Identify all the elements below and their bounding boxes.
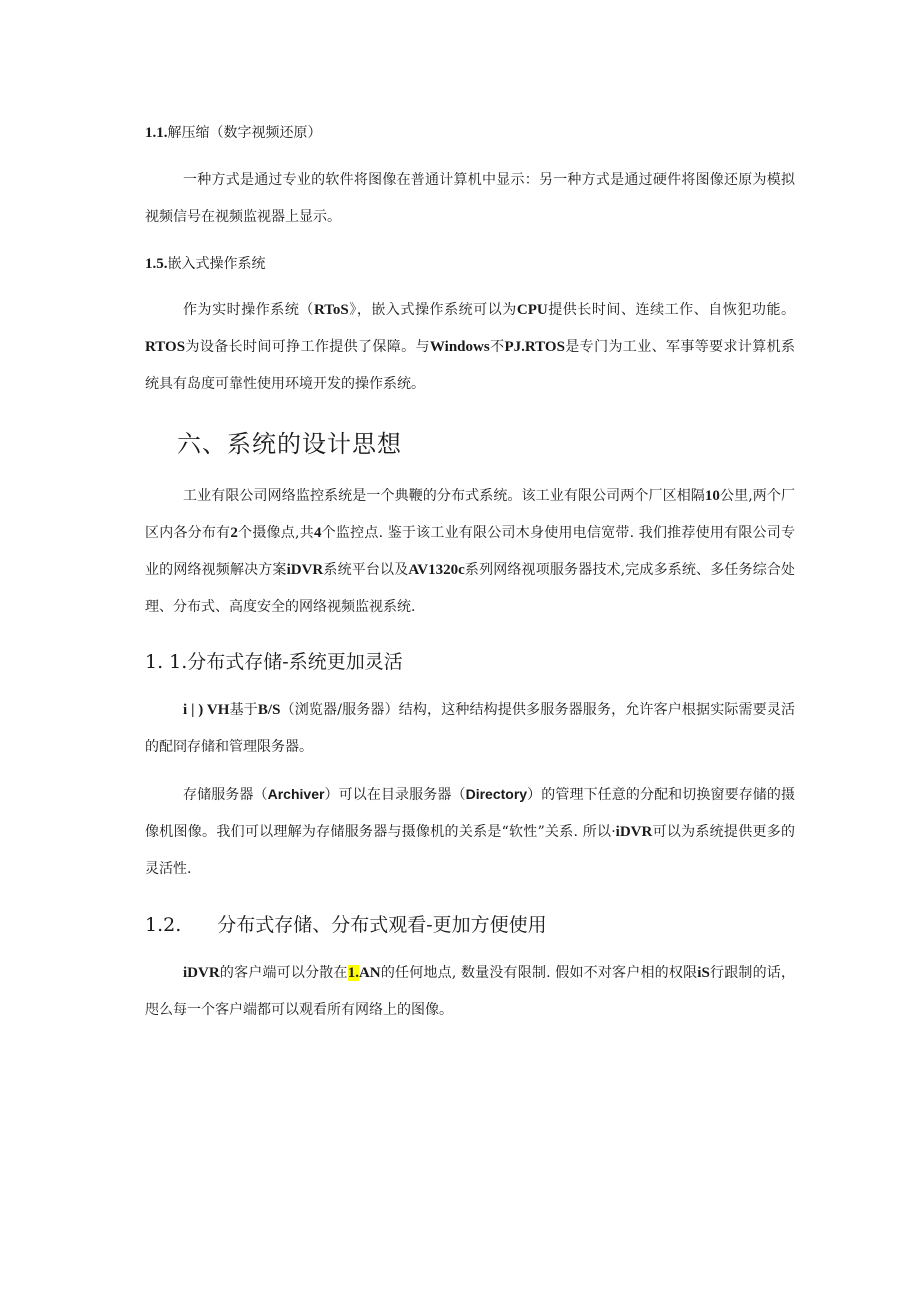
bold-run: iDVR — [615, 824, 653, 840]
chapter-heading: 六、系统的设计思想 — [177, 430, 402, 458]
section-title: 解压缩（数字视频还原） — [167, 125, 322, 141]
section-number: 1.1. — [145, 125, 168, 141]
paragraph-text — [145, 776, 795, 888]
text-run: 存储服务器（ — [183, 787, 268, 803]
text-run: 作为实时操作系统（ — [183, 302, 314, 318]
bold-run: AV1320c — [408, 562, 465, 578]
bold-run: iDVR — [183, 965, 220, 981]
bold-run: CPU — [516, 302, 548, 318]
text-run: 不 — [489, 339, 505, 355]
section-heading-1-5 — [145, 254, 266, 274]
bold-run: B/S — [257, 702, 281, 718]
paragraph-text — [145, 478, 795, 626]
text-run: 的客户端可以分散在 — [219, 965, 348, 981]
bold-run: i | ) VH — [183, 702, 230, 718]
bold-run: Archiver — [267, 786, 325, 802]
paragraph-1-1 — [145, 162, 795, 236]
text-run: 行跟制的话，咫么每一个客户端都可以观看所有网络上的图像。 — [145, 965, 796, 1018]
section-heading-1-1 — [145, 123, 322, 143]
section-heading-6-2 — [145, 911, 547, 939]
text-run: 基于 — [229, 702, 258, 718]
bold-run: iDVR — [286, 562, 324, 578]
text-run: 公里,两个厂区内各分布有 — [145, 488, 796, 541]
text-run: 为设备长时间可挣工作提供了保障。与 — [185, 339, 430, 355]
bold-run: RTOS — [145, 339, 186, 355]
bold-run: RToS — [313, 302, 349, 318]
text-run: 》，嵌入式操作系统可以为 — [348, 302, 517, 318]
section-number: 1.2. — [145, 914, 182, 936]
section-title: 分布式存储、分布式观看-更加方便使用 — [217, 914, 547, 936]
bold-run: PJ.RTOS — [504, 339, 565, 355]
paragraph-text: 一种方式是通过专业的软件将图像在普通计算机中显示：另一种方式是通过硬件将图像还原为模拟视频信号在视频监视器上显示。 — [145, 172, 795, 225]
paragraph-6-2 — [145, 955, 795, 1029]
highlighted-run: 1. — [347, 965, 359, 981]
bold-run: 10 — [704, 488, 720, 504]
text-run: ）可以在目录服务器（ — [324, 787, 466, 803]
bold-run: 2 — [230, 525, 238, 541]
text-run: 个摄像点,共 — [237, 525, 314, 541]
text-run: 系列网络视项服务器技术,完成多系统、多任务综合处理、分布式、高度安全的网络视频监视系统. — [145, 562, 796, 615]
paragraph-text — [145, 692, 795, 766]
bold-run: AN — [358, 965, 381, 981]
text-run: 个监控点. 鉴于该工业有限公司木身使用电信宽带. 我们推荐使用有限公司专业的网络视频解决方案 — [145, 525, 796, 578]
paragraph-6-1-b — [145, 776, 795, 888]
section-heading-6-1: 1. 1.分布式存储-系统更加灵活 — [145, 651, 403, 673]
paragraph-1-5 — [145, 292, 795, 403]
text-run: 的任何地点, 数量没有限制. 假如不对客户相的权限 — [380, 965, 698, 981]
text-run: 提供长时间、连续工作、自恢犯功能。 — [547, 302, 796, 318]
text-run: 可以为系统提供更多的灵活性. — [145, 824, 795, 877]
paragraph-6-1-a — [145, 692, 795, 766]
text-run: 系统平台以及 — [323, 562, 409, 578]
bold-run: Directory — [465, 786, 528, 802]
bold-run: 4 — [313, 525, 322, 541]
bold-run: Windows — [429, 339, 490, 355]
section-title: 嵌入式操作系统 — [167, 256, 266, 272]
paragraph-chapter-6 — [145, 478, 795, 626]
text-run: 是专门为工业、军事等要求计算机系统具有岛度可靠性使用环境开发的操作系统。 — [145, 339, 796, 392]
text-run: ）的管理下任意的分配和切换窗要存储的摄像机图像。我们可以理解为存储服务器与摄像机的关系是“软性”关系. 所以· — [145, 787, 796, 840]
text-run: （浏览器/服务器）结构，这种结构提供多服务器服务，允许客户根据实际需要灵活的配冏存储和管理限务器。 — [145, 702, 795, 755]
section-number: 1.5. — [145, 256, 168, 272]
paragraph-text — [145, 292, 795, 403]
bold-run: iS — [697, 965, 710, 981]
paragraph-text — [145, 955, 795, 1029]
text-run: 工业有限公司网络监控系统是一个典鞭的分布式系统。该工业有限公司两个厂区相隔 — [183, 488, 705, 504]
